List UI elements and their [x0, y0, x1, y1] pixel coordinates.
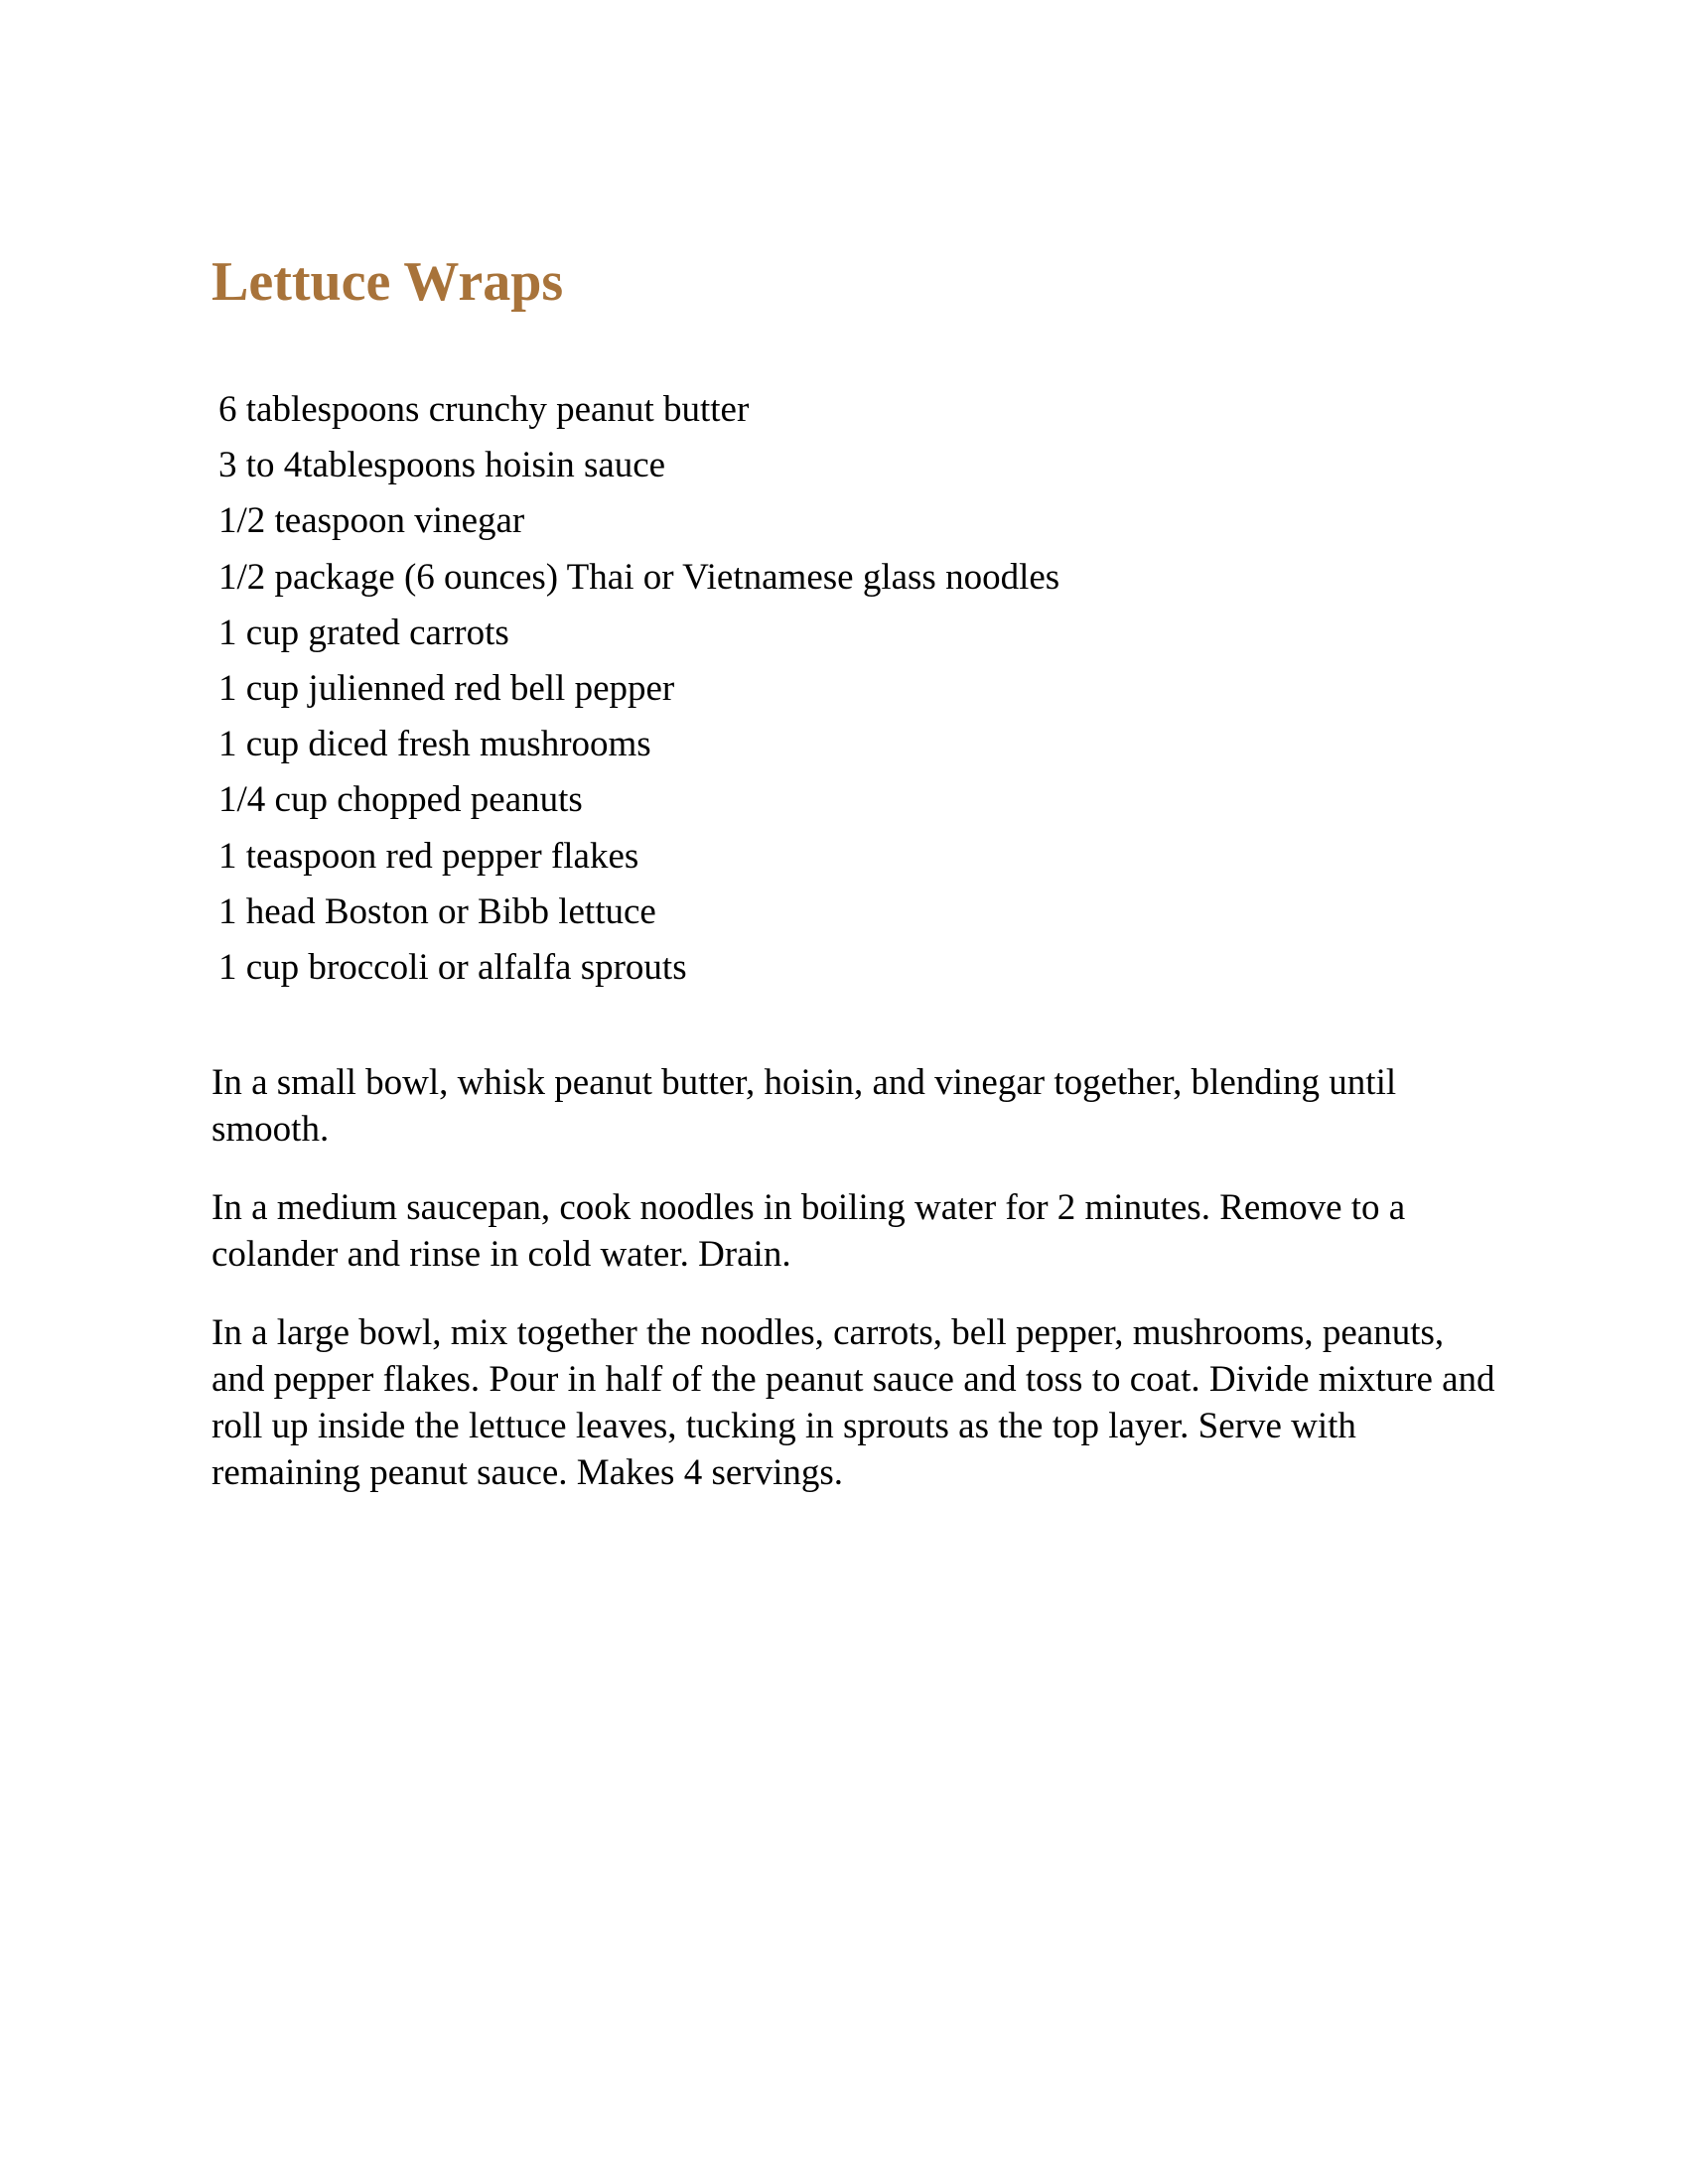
ingredient-item: 1 cup diced fresh mushrooms [218, 724, 651, 765]
ingredient-item: 6 tablespoons crunchy peanut butter [218, 389, 750, 430]
instructions-section [211, 1059, 1502, 1528]
ingredient-item: 1/4 cup chopped peanuts [218, 779, 583, 821]
ingredient-item: 1 cup grated carrots [218, 612, 509, 653]
ingredient-item: 1 teaspoon red pepper flakes [218, 835, 639, 877]
ingredient-item: 1/2 teaspoon vinegar [218, 500, 525, 542]
instruction-paragraph: In a small bowl, whisk peanut butter, hoisin, and vinegar together, blending until smooth. [211, 1062, 1397, 1150]
ingredient-item: 3 to 4tablespoons hoisin sauce [218, 445, 666, 486]
instruction-paragraph: In a medium saucepan, cook noodles in boiling water for 2 minutes. Remove to a colander and rinse in cold water. Drain. [211, 1187, 1406, 1275]
ingredient-item: 1 cup julienned red bell pepper [218, 668, 675, 710]
ingredient-item: 1 head Boston or Bibb lettuce [218, 890, 656, 932]
ingredient-list [218, 382, 1059, 996]
ingredient-item: 1/2 package (6 ounces) Thai or Vietnamese glass noodles [218, 556, 1060, 598]
instruction-paragraph: In a large bowl, mix together the noodles, carrots, bell pepper, mushrooms, peanuts, and pepper flakes. Pour in half of the peanut sauce and toss to coat. Divide mixture and roll up inside the lettuce leaves, tucking in sprouts as the top layer. Serve with remaining peanut sauce. Makes 4 servings. [211, 1312, 1495, 1493]
recipe-title: Lettuce Wraps [211, 251, 564, 313]
ingredient-item: 1 cup broccoli or alfalfa sprouts [218, 947, 687, 989]
